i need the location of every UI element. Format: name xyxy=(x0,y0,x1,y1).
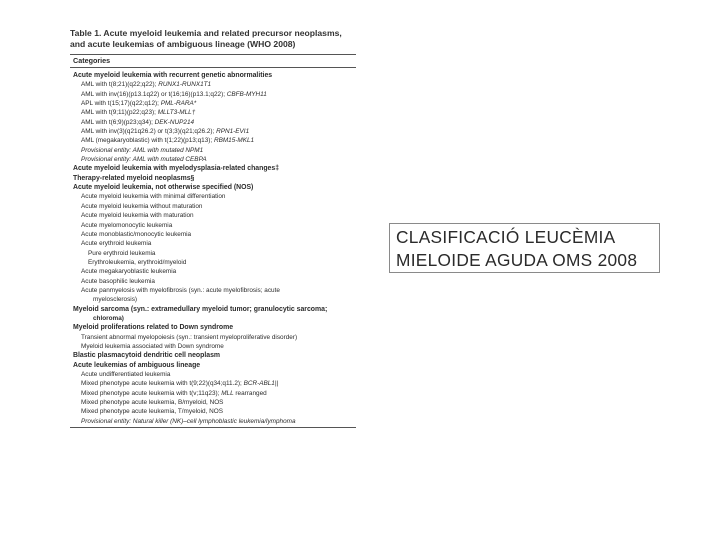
category-item xyxy=(66,108,356,117)
category-item xyxy=(66,146,356,155)
category-text: Acute myelomonocytic leukemia xyxy=(81,221,173,229)
category-text: Acute myeloid leukemia with minimal differentiation xyxy=(81,193,226,201)
category-text: Provisional entity: AML with mutated NPM1 xyxy=(81,146,204,154)
category-heading xyxy=(66,305,356,314)
category-text: Acute myeloid leukemia with myelodysplasia-related changes‡ xyxy=(73,165,280,173)
category-item xyxy=(66,202,356,211)
category-heading xyxy=(66,361,356,370)
category-item xyxy=(66,221,356,230)
category-item xyxy=(66,417,356,426)
gene-fusion-label: CBFB-MYH11 xyxy=(226,90,267,98)
category-text: AML with inv(16)(p13.1q22) or t(16;16)(p13.1;q22); xyxy=(81,90,227,98)
gene-fusion-label: BCR-ABL1|| xyxy=(243,380,279,388)
category-item xyxy=(66,192,356,201)
category-text: Acute monoblastic/monocytic leukemia xyxy=(81,230,192,238)
category-text: Acute myeloid leukemia without maturation xyxy=(81,202,203,210)
category-text: rearranged xyxy=(233,389,267,397)
gene-fusion-label: RBM15-MKL1 xyxy=(213,137,255,145)
category-text: Acute undifferentiated leukemia xyxy=(81,371,171,378)
category-item xyxy=(66,258,356,267)
category-text: Pure erythroid leukemia xyxy=(88,249,156,257)
table-title-line-2: and acute leukemias of ambiguous lineage (WHO 2008) xyxy=(70,39,296,49)
gene-fusion-label: RPN1-EVI1 xyxy=(216,128,250,136)
category-text: Mixed phenotype acute leukemia, B/myeloid, NOS xyxy=(81,399,224,407)
category-heading xyxy=(66,183,356,192)
category-item xyxy=(66,136,356,145)
category-text: AML with t(8;21)(q22;q22); xyxy=(81,81,159,89)
category-heading xyxy=(66,174,356,183)
category-item xyxy=(66,379,356,388)
category-item xyxy=(66,211,356,220)
caption-line-2: MIELOIDE AGUDA OMS 2008 xyxy=(396,250,638,270)
category-text: Provisional entity: AML with mutated CEBPA xyxy=(81,156,207,164)
category-text: chloroma) xyxy=(93,314,124,322)
category-item xyxy=(66,99,356,108)
category-heading xyxy=(66,351,356,360)
gene-fusion-label: RUNX1-RUNX1T1 xyxy=(158,81,212,89)
gene-fusion-label: MLLT3-MLL† xyxy=(157,109,196,117)
category-text: APL with t(15;17)(q22;q12); xyxy=(81,100,161,108)
category-item xyxy=(66,80,356,89)
category-text: Myeloid sarcoma (syn.: extramedullary myeloid tumor; granulocytic sarcoma; xyxy=(73,305,328,313)
category-text: AML with t(9;11)(p22;q23); xyxy=(81,109,158,117)
category-text: Provisional entity: Natural killer (NK)–cell lymphoblastic leukemia/lymphoma xyxy=(81,417,296,425)
caption-line-1: CLASIFICACIÓ LEUCÈMIA xyxy=(396,227,616,247)
category-heading xyxy=(66,323,356,332)
category-heading xyxy=(66,71,356,80)
table-title xyxy=(70,28,356,50)
category-text: Acute myeloid leukemia with recurrent genetic abnormalities xyxy=(73,72,273,79)
table-header-rule xyxy=(70,67,356,68)
category-item xyxy=(66,333,356,342)
category-item xyxy=(66,398,356,407)
category-text: myelosclerosis) xyxy=(93,296,138,304)
category-text: Acute leukemias of ambiguous lineage xyxy=(73,361,201,369)
category-item xyxy=(66,314,356,323)
category-heading xyxy=(66,164,356,173)
category-item xyxy=(66,342,356,351)
category-text: AML with t(6;9)(p23;q34); xyxy=(81,118,155,126)
category-text: Therapy-related myeloid neoplasms§ xyxy=(73,174,195,182)
category-item xyxy=(66,239,356,248)
category-text: Myeloid leukemia associated with Down syndrome xyxy=(81,342,224,350)
category-item xyxy=(66,127,356,136)
category-text: Acute myeloid leukemia with maturation xyxy=(81,212,194,220)
category-list xyxy=(66,71,356,426)
category-item xyxy=(66,90,356,99)
category-text: Transient abnormal myelopoiesis (syn.: transient myeloproliferative disorder) xyxy=(81,333,298,341)
category-text: AML with inv(3)(q21q26.2) or t(3;3)(q21;q26.2); xyxy=(81,128,217,136)
gene-fusion-label: PML-RARA* xyxy=(160,100,197,108)
category-text: Acute megakaryoblastic leukemia xyxy=(81,268,177,276)
who-classification-table xyxy=(66,28,356,428)
category-item xyxy=(66,295,356,304)
category-text: Mixed phenotype acute leukemia, T/myeloid, NOS xyxy=(81,408,223,416)
category-item xyxy=(66,118,356,127)
categories-header: Categories xyxy=(73,56,111,65)
category-text: Mixed phenotype acute leukemia with t(v;11q23); xyxy=(81,389,222,397)
category-item xyxy=(66,370,356,379)
category-item xyxy=(66,286,356,295)
category-text: Acute erythroid leukemia xyxy=(81,240,152,248)
category-item xyxy=(66,277,356,286)
category-item xyxy=(66,155,356,164)
category-item xyxy=(66,407,356,416)
category-item xyxy=(66,389,356,398)
category-item xyxy=(66,230,356,239)
table-bottom-rule xyxy=(70,427,356,428)
category-text: Acute myeloid leukemia, not otherwise specified (NOS) xyxy=(73,184,254,192)
category-item xyxy=(66,249,356,258)
category-text: Myeloid proliferations related to Down syndrome xyxy=(73,324,234,332)
category-text: Mixed phenotype acute leukemia with t(9;22)(q34;q11.2); xyxy=(81,380,244,388)
category-text: Blastic plasmacytoid dendritic cell neoplasm xyxy=(73,352,221,360)
category-text: Acute basophilic leukemia xyxy=(81,277,155,285)
category-text: Acute panmyelosis with myelofibrosis (syn.: acute myelofibrosis; acute xyxy=(81,286,280,294)
gene-fusion-label: MLL xyxy=(221,389,234,397)
gene-fusion-label: DEK-NUP214 xyxy=(154,118,195,126)
slide-caption-box xyxy=(389,223,660,273)
category-text: Erythroleukemia, erythroid/myeloid xyxy=(88,258,187,266)
category-text: AML (megakaryoblastic) with t(1;22)(p13;q13); xyxy=(81,137,214,145)
table-title-line-1: Table 1. Acute myeloid leukemia and related precursor neoplasms, xyxy=(70,28,342,38)
category-item xyxy=(66,267,356,276)
